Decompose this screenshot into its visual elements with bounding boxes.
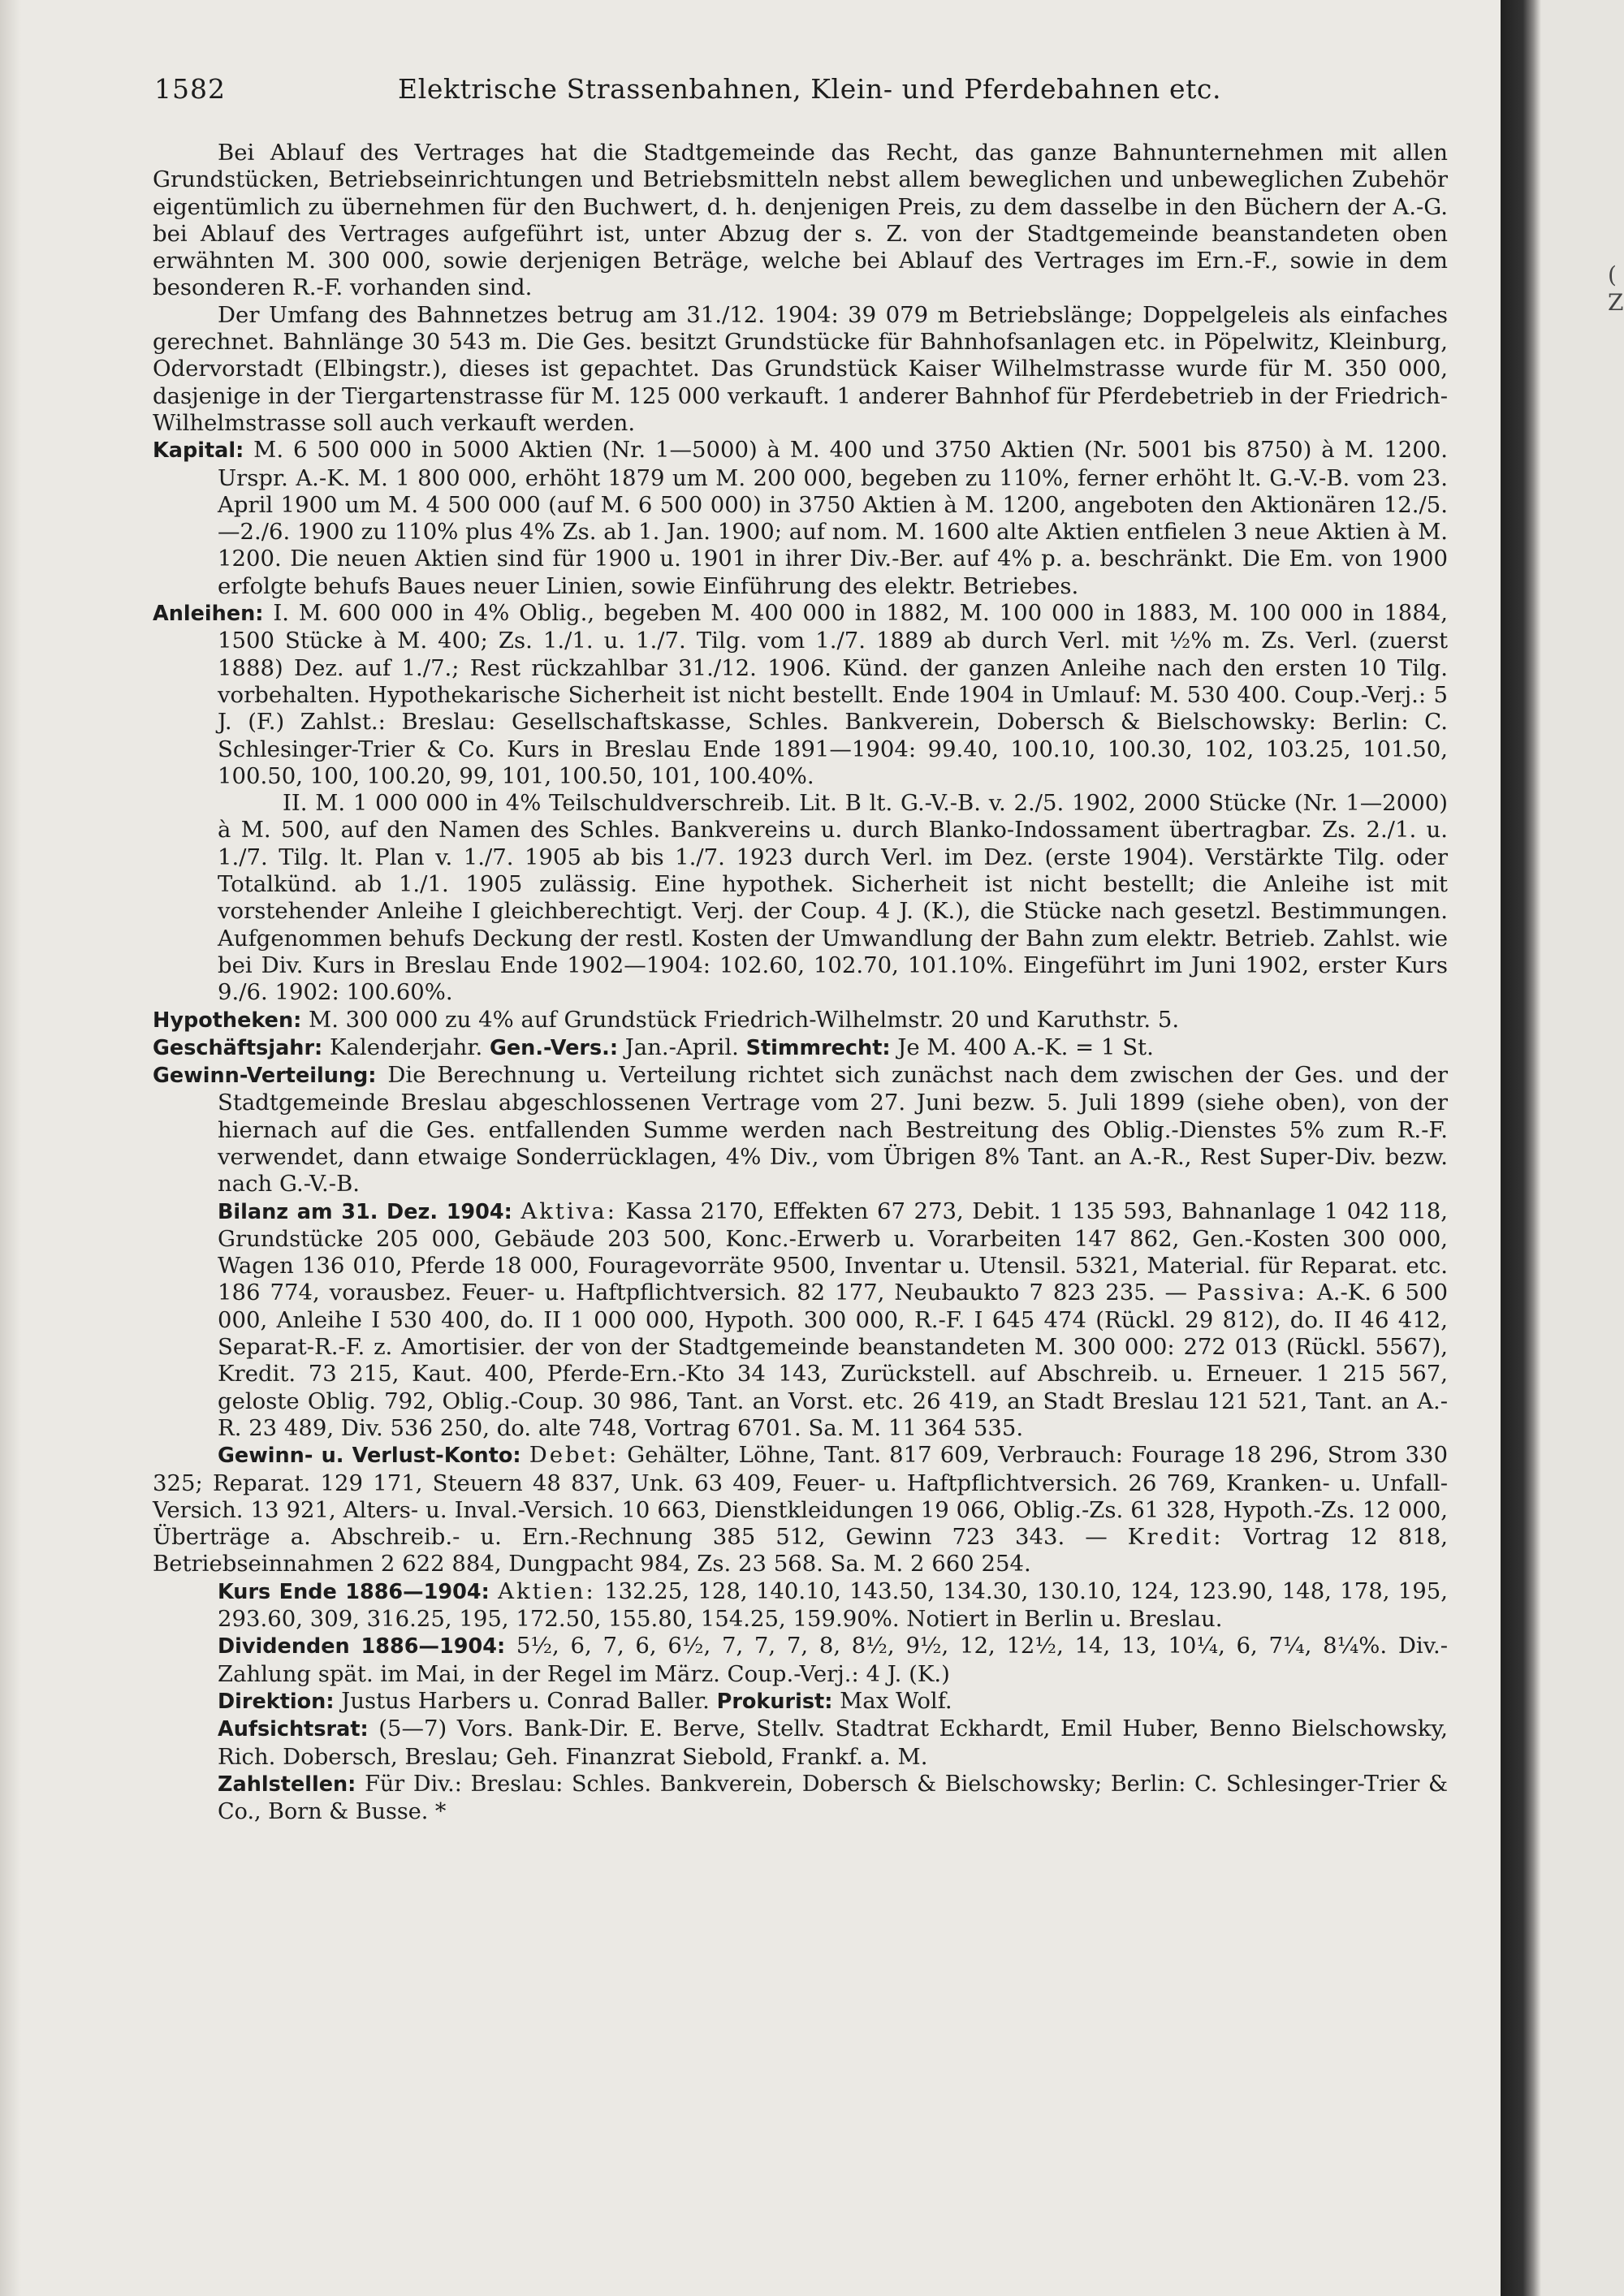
kurs-aktien-label: Aktien: xyxy=(498,1577,596,1604)
aufsichtsrat-section xyxy=(153,1716,1448,1771)
gewinn-verteilung-label: Gewinn-Verteilung: xyxy=(153,1064,377,1089)
hypotheken-section xyxy=(153,1007,1448,1034)
dividenden-label: Dividenden 1886—1904: xyxy=(218,1634,506,1659)
kredit-label: Kredit: xyxy=(1127,1524,1224,1551)
dividenden-section xyxy=(153,1633,1448,1688)
kapital-text: M. 6 500 000 in 5000 Aktien (Nr. 1—5000) à M. 400 und 3750 Aktien (Nr. 5001 bis 8750) à M. 1200. Urspr. A.-K. M. 1 800 000, erhöht 1879 um M. 200 000, begeben zu 110%, ferner erhöht lt. G.-V.-B. vom 23. April 1900 um M. 4 500 000 (auf M. 6 500 000) in 3750 Aktien à M. 1200, angeboten den Aktionären 12./5.—2./6. 1900 zu 110% plus 4% Zs. ab 1. Jan. 1900; auf nom. M. 1600 alte Aktien entfielen 3 neue Aktien à M. 1200. Die neuen Aktien sind für 1900 u. 1901 in ihrer Div.-Ber. auf 4% p. a. beschränkt. Die Em. von 1900 erfolgte behufs Baues neuer Linien, sowie Einführung des elektr. Betriebes. xyxy=(218,437,1448,599)
adjacent-page-glyph: Z xyxy=(1608,289,1624,316)
bilanz-label: Bilanz am 31. Dez. 1904: xyxy=(218,1199,512,1224)
page-gutter xyxy=(1501,0,1624,2296)
page-number: 1582 xyxy=(154,73,226,105)
gewinn-verteilung-text: Die Berechnung u. Verteilung richtet sich zunächst nach dem zwischen der Ges. und der Stadtgemeinde Breslau abgeschlossenen Vertrage vom 27. Juni bezw. 5. Juli 1899 (siehe oben), von der hiernach auf die Ges. entfallenden Summe werden nach Bestreitung des Oblig.-Dienstes 5% zum R.-F. verwendet, dann etwaige Sonderrücklagen, 4% Div., vom Übrigen 8% Tant. an A.-R., Rest Super-Div. bezw. nach G.-V.-B. xyxy=(218,1062,1448,1198)
gen-vers-text: Jan.-April. xyxy=(618,1034,746,1060)
page-body xyxy=(153,140,1448,1825)
passiva-label: Passiva: xyxy=(1197,1280,1307,1306)
network-paragraph: Der Umfang des Bahnnetzes betrug am 31./12. 1904: 39 079 m Betriebslänge; Doppelgeleis als einfaches gerechnet. Bahnlänge 30 543 m. Die Ges. besitzt Grundstücke für Bahnhofsanlagen etc. in Pöpelwitz, Kleinburg, Odervorstadt (Elbingstr.), dieses ist gepachtet. Das Grundstück Kaiser Wilhelmstrasse wurde für M. 350 000, dasjenige in der Tiergartenstrasse für M. 125 000 verkauft. 1 anderer Bahnhof für Pferdebetrieb in der Friedrich-Wilhelmstrasse soll auch verkauft werden. xyxy=(153,301,1448,436)
anleihe-i-text: I. M. 600 000 in 4% Oblig., begeben M. 400 000 in 1882, M. 100 000 in 1883, M. 100 000 in 1884, 1500 Stücke à M. 400; Zs. 1./1. u. 1./7. Tilg. vom 1./7. 1889 ab durch Verl. mit ½% m. Zs. Verl. (zuerst 1888) Dez. auf 1./7.; Rest rückzahlbar 31./12. 1906. Künd. der ganzen Anleihe nach den ersten 10 Tilg. vorbehalten. Hypothekarische Sicherheit ist nicht bestellt. Ende 1904 in Umlauf: M. 530 400. Coup.-Verj.: 5 J. (F.) Zahlst.: Breslau: Gesellschaftskasse, Schles. Bankverein, Dobersch & Bielschowsky: Berlin: C. Schlesinger-Trier & Co. Kurs in Breslau Ende 1891—1904: 99.40, 100.10, 100.30, 102, 103.25, 101.50, 100.50, 100, 100.20, 99, 101, 100.50, 101, 100.40%. xyxy=(218,600,1448,789)
guv-label: Gewinn- u. Verlust-Konto: xyxy=(218,1444,521,1469)
stimmrecht-text: Je M. 400 A.-K. = 1 St. xyxy=(890,1034,1154,1060)
gewinn-verteilung-section xyxy=(153,1062,1448,1198)
binding-shadow xyxy=(1501,0,1541,2296)
kurs-label: Kurs Ende 1886—1904: xyxy=(218,1579,490,1604)
zahlstellen-text: Für Div.: Breslau: Schles. Bankverein, Dobersch & Bielschowsky; Berlin: C. Schlesinger-Trier & Co., Born & Busse. * xyxy=(218,1771,1448,1825)
debet-label: Debet: xyxy=(529,1442,620,1469)
prokurist-text: Max Wolf. xyxy=(832,1687,952,1714)
zahlstellen-label: Zahlstellen: xyxy=(218,1772,356,1797)
aufsichtsrat-text: (5—7) Vors. Bank-Dir. E. Berve, Stellv. Stadtrat Eckhardt, Emil Huber, Benno Bielschowsky, Rich. Dobersch, Breslau; Geh. Finanzrat Siebold, Frankf. a. M. xyxy=(218,1716,1448,1770)
contract-paragraph: Bei Ablauf des Vertrages hat die Stadtgemeinde das Recht, das ganze Bahnunternehmen mit allen Grundstücken, Betriebseinrichtungen und Betriebsmitteln nebst allem beweglichen und unbeweglichen Zubehör eigentümlich zu übernehmen für den Buchwert, d. h. denjenigen Preis, zu dem dasselbe in den Büchern der A.-G. bei Ablauf des Vertrages aufgeführt ist, unter Abzug der s. Z. von der Stadtgemeinde beanstandeten oben erwähnten M. 300 000, sowie derjenigen Beträge, welche bei Ablauf des Vertrages im Ern.-F., sowie in dem besonderen R.-F. vorhanden sind. xyxy=(153,140,1448,301)
adjacent-page-glyph: ( xyxy=(1608,261,1617,288)
aufsichtsrat-label: Aufsichtsrat: xyxy=(218,1717,369,1742)
aktiva-text: Kassa 2170, Effekten 67 273, Debit. 1 135 593, Bahnanlage 1 042 118, Grundstücke 205 000, Gebäude 203 500, Konc.-Erwerb u. Vorarbeiten 147 862, Gen.-Kosten 300 000, Wagen 136 010, Pferde 18 000, Fouragevorräte 9500, Inventar u. Utensil. 5321, Material. für Reparat. etc. 186 774, vorausbez. Feuer- u. Haftpflichtversich. 82 177, Neubaukto 7 823 235. — xyxy=(218,1198,1449,1306)
kurs-section xyxy=(153,1578,1448,1634)
hypotheken-text: M. 300 000 zu 4% auf Grundstück Friedrich-Wilhelmstr. 20 und Karuthstr. 5. xyxy=(301,1006,1180,1033)
passiva-text: A.-K. 6 500 000, Anleihe I 530 400, do. II 1 000 000, Hypoth. 300 000, R.-F. I 645 474 (Rückl. 29 812), do. II 46 412, Separat-R.-F. z. Amortisier. der von der Stadtgemeinde beanstandeten M. 300 000: 272 013 (Rückl. 5567), Kredit. 73 215, Kaut. 400, Pferde-Ern.-Kto 34 143, Zurückstell. auf Abschreib. u. Erneuer. 1 215 567, geloste Oblig. 792, Oblig.-Coup. 30 986, Tant. an Vorst. etc. 26 419, an Stadt Breslau 121 521, Tant. an A.-R. 23 489, Div. 536 250, do. alte 748, Vortrag 6701. Sa. M. 11 364 535. xyxy=(218,1280,1449,1441)
stimmrecht-label: Stimmrecht: xyxy=(745,1035,891,1060)
guv-section xyxy=(153,1442,1448,1577)
kapital-label: Kapital: xyxy=(153,438,244,464)
hypotheken-label: Hypotheken: xyxy=(153,1008,302,1033)
anleihe-ii-text: II. M. 1 000 000 in 4% Teilschuldverschreib. Lit. B lt. G.-V.-B. v. 2./5. 1902, 2000 Stücke (Nr. 1—2000) à M. 500, auf den Namen des Schles. Bankvereins u. durch Blanko-Indossament übertragbar. Zs. 2./1. u. 1./7. Tilg. lt. Plan v. 1./7. 1905 ab bis 1./7. 1923 durch Verl. im Dez. (erste 1904). Verstärkte Tilg. oder Totalkünd. ab 1./1. 1905 zulässig. Eine hypothek. Sicherheit ist nicht bestellt; die Anleihe ist mit vorstehender Anleihe I gleichberechtigt. Verj. der Coup. 4 J. (K.), die Stücke nach gesetzl. Bestimmungen. Aufgenommen behufs Deckung der restl. Kosten der Umwandlung der Bahn zum elektr. Betrieb. Zahlst. wie bei Div. Kurs in Breslau Ende 1902—1904: 102.60, 102.70, 101.10%. Eingeführt im Juni 1902, erster Kurs 9./6. 1902: 100.60%. xyxy=(218,790,1448,1006)
aktiva-label: Aktiva: xyxy=(520,1198,617,1224)
direktion-text: Justus Harbers u. Conrad Baller. xyxy=(334,1687,717,1714)
kurs-text: 132.25, 128, 140.10, 143.50, 134.30, 130.10, 124, 123.90, 148, 178, 195, 293.60, 309, 316.25, 195, 172.50, 155.80, 154.25, 159.90%. Notiert in Berlin u. Breslau. xyxy=(218,1577,1448,1633)
prokurist-label: Prokurist: xyxy=(716,1689,833,1714)
direktion-section xyxy=(153,1688,1448,1716)
debet-text: Gehälter, Löhne, Tant. 817 609, Verbrauch: Fourage 18 296, Strom 330 325; Reparat. 129 171, Steuern 48 837, Unk. 63 409, Feuer- u. Haftpflichtversich. 26 769, Kranken- u. Unfall-Versich. 13 921, Alters- u. Inval.-Versich. 10 663, Dienstkleidungen 19 066, Oblig.-Zs. 61 328, Hypoth.-Zs. 12 000, Überträge a. Abschreib.- u. Ern.-Rechnung 385 512, Gewinn 723 343. — xyxy=(153,1442,1448,1551)
running-title: Elektrische Strassenbahnen, Klein- und Pferdebahnen etc. xyxy=(398,73,1222,105)
geschaeftsjahr-section xyxy=(153,1034,1448,1062)
kredit-text: Vortrag 12 818, Betriebseinnahmen 2 622 884, Dungpacht 984, Zs. 23 568. Sa. M. 2 660 254. xyxy=(153,1524,1448,1577)
bilanz-section xyxy=(153,1198,1448,1443)
anleihen-section xyxy=(153,600,1448,790)
geschaeftsjahr-text: Kalenderjahr. xyxy=(322,1034,490,1060)
geschaeftsjahr-label: Geschäftsjahr: xyxy=(153,1035,323,1060)
kapital-section xyxy=(153,437,1448,600)
direktion-label: Direktion: xyxy=(218,1689,335,1714)
zahlstellen-section xyxy=(153,1771,1448,1826)
anleihen-label: Anleihen: xyxy=(153,602,264,627)
scan-edge xyxy=(0,0,21,2296)
gen-vers-label: Gen.-Vers.: xyxy=(489,1035,619,1060)
dividenden-text: 5½, 6, 7, 6, 6½, 7, 7, 7, 8, 8½, 9½, 12, 12½, 14, 13, 10¼, 6, 7¼, 8¼%. Div.-Zahlung spät. im Mai, in der Regel im März. Coup.-Verj.: 4 J. (K.) xyxy=(218,1633,1448,1687)
